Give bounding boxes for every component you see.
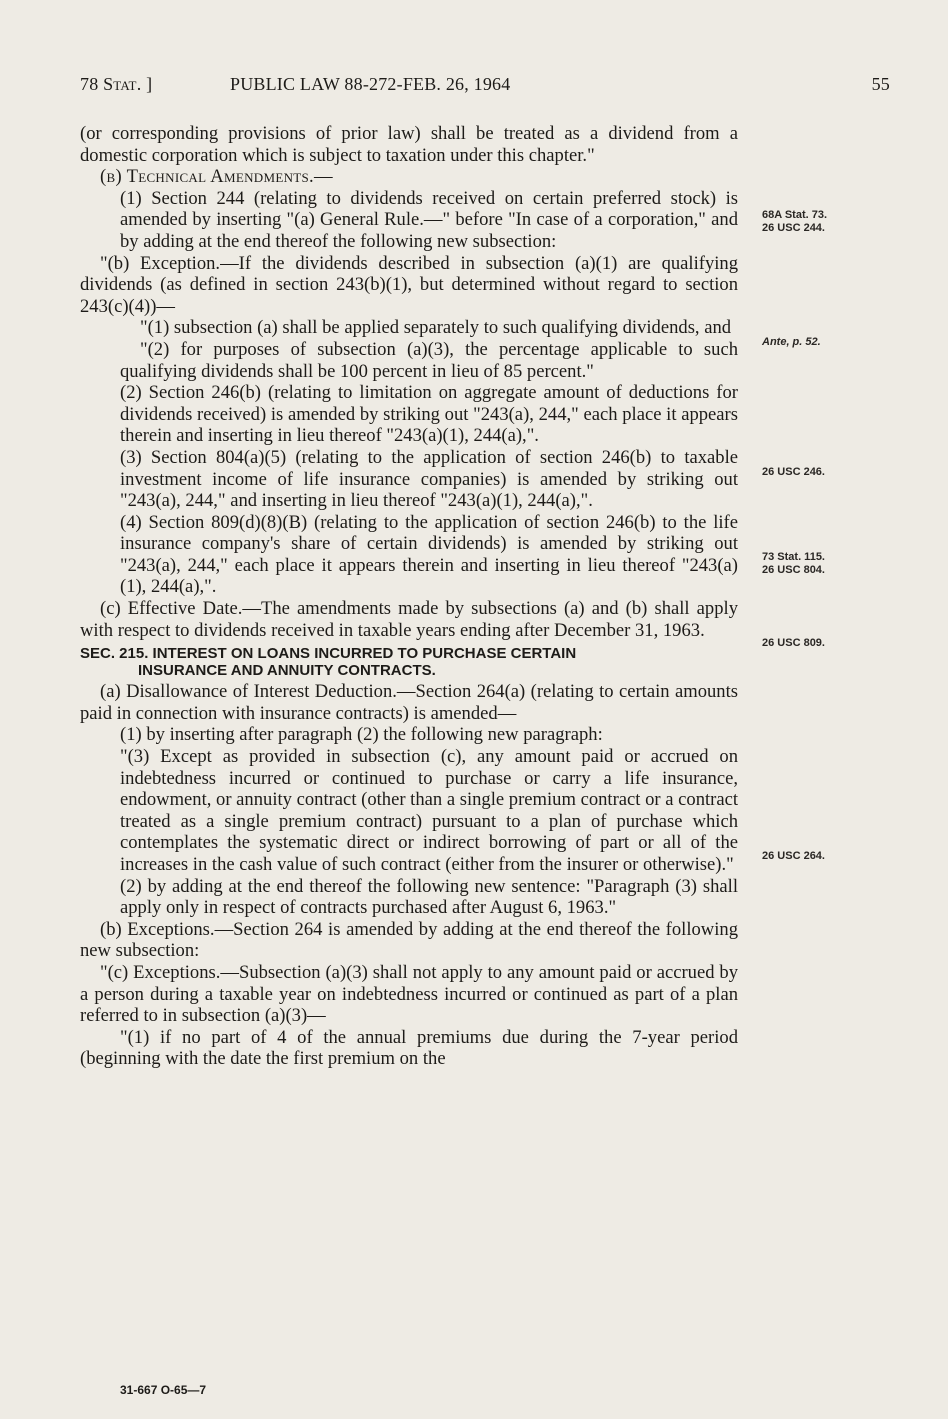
paragraph: "(3) Except as provided in subsection (c), any amount paid or accrued on indebtedness incurred or continued to purchase or carry a life insurance, endowment, or annuity contract (other than a single premium contract or a contract treated as a single premium contract) pursuant to a plan of purchase which contemplates the systematic direct or indirect borrowing of part or all of the increases in the cash value of such contract (either from the insurer or otherwise)." bbox=[120, 746, 739, 875]
statute-reference: 78 Stat. ] bbox=[80, 74, 153, 94]
margin-note: 26 USC 264. bbox=[762, 850, 825, 862]
paragraph: (b) Exceptions.—Section 264 is amended by adding at the end thereof the following new subsection: bbox=[80, 918, 738, 962]
margin-note: 26 USC 809. bbox=[762, 637, 825, 649]
paragraph: (1) Section 244 (relating to dividends received on certain preferred stock) is amended by inserting "(a) General Rule.—" before "In case of a corporation," and by adding at the end thereof the following new subsection: bbox=[120, 187, 738, 252]
paragraph: (c) Effective Date.—The amendments made by subsections (a) and (b) shall apply with respect to dividends received in taxable years ending after December 31, 1963. bbox=[80, 598, 738, 641]
paragraph: (2) Section 246(b) (relating to limitation on aggregate amount of deductions for dividends received) is amended by striking out "243(a), 244," each place it appears therein and inserting in lieu thereof "243(a)(1), 244(a),". bbox=[120, 382, 738, 447]
subsection-heading: (b) Technical Amendments.— bbox=[100, 166, 333, 188]
law-text bbox=[80, 123, 738, 1070]
margin-note: 26 USC 246. bbox=[762, 466, 825, 478]
paragraph: "(c) Exceptions.—Subsection (a)(3) shall not apply to any amount paid or accrued by a person during a taxable year on indebtedness incurred or continued as part of a plan referred to in subsection (a)(3)— bbox=[80, 961, 738, 1027]
paragraph: (1) by inserting after paragraph (2) the following new paragraph: bbox=[120, 724, 603, 746]
paragraph: (2) by adding at the end thereof the following new sentence: "Paragraph (3) shall apply only in respect of contracts purchased after August 6, 1963." bbox=[120, 875, 738, 919]
paragraph: "(1) if no part of 4 of the annual premiums due during the 7-year period (beginning with the date the first premium on the bbox=[80, 1026, 738, 1070]
paragraph: "(1) subsection (a) shall be applied separately to such qualifying dividends, and bbox=[140, 317, 732, 339]
margin-note: 68A Stat. 73. 26 USC 244. bbox=[762, 209, 828, 234]
paragraph: (3) Section 804(a)(5) (relating to the application of section 246(b) to taxable investment income of life insurance companies) is amended by striking out "243(a), 244," and inserting in lieu thereof "243(a)(1), 244(a),". bbox=[120, 446, 738, 512]
page-title: PUBLIC LAW 88-272-FEB. 26, 1964 bbox=[230, 74, 511, 94]
print-code: 31-667 O-65—7 bbox=[120, 1383, 207, 1397]
paragraph: (or corresponding provisions of prior law) shall be treated as a dividend from a domestic corporation which is subject to taxation under this chapter." bbox=[80, 123, 738, 166]
page-number: 55 bbox=[871, 74, 890, 94]
margin-note: 73 Stat. 115. 26 USC 804. bbox=[762, 551, 825, 576]
paragraph: (a) Disallowance of Interest Deduction.—Section 264(a) (relating to certain amounts paid in connection with insurance contracts) is amended— bbox=[80, 681, 738, 724]
paragraph: "(2) for purposes of subsection (a)(3), the percentage applicable to such qualifying dividends shall be 100 percent in lieu of 85 percent." bbox=[120, 338, 738, 382]
section-heading: SEC. 215. INTEREST ON LOANS INCURRED TO PURCHASE CERTAIN INSURANCE AND ANNUITY CONTRACTS. bbox=[80, 645, 577, 680]
margin-note: Ante, p. 52. bbox=[762, 336, 821, 348]
paragraph: (4) Section 809(d)(8)(B) (relating to the application of section 246(b) to the life insurance company's share of certain dividends) is amended by striking out "243(a), 244," each place it appears therein and inserting in lieu thereof "243(a)(1), 244(a),". bbox=[120, 511, 738, 598]
paragraph: "(b) Exception.—If the dividends described in subsection (a)(1) are qualifying dividends (as defined in section 243(b)(1), but determined without regard to section 243(c)(4))— bbox=[80, 252, 738, 317]
